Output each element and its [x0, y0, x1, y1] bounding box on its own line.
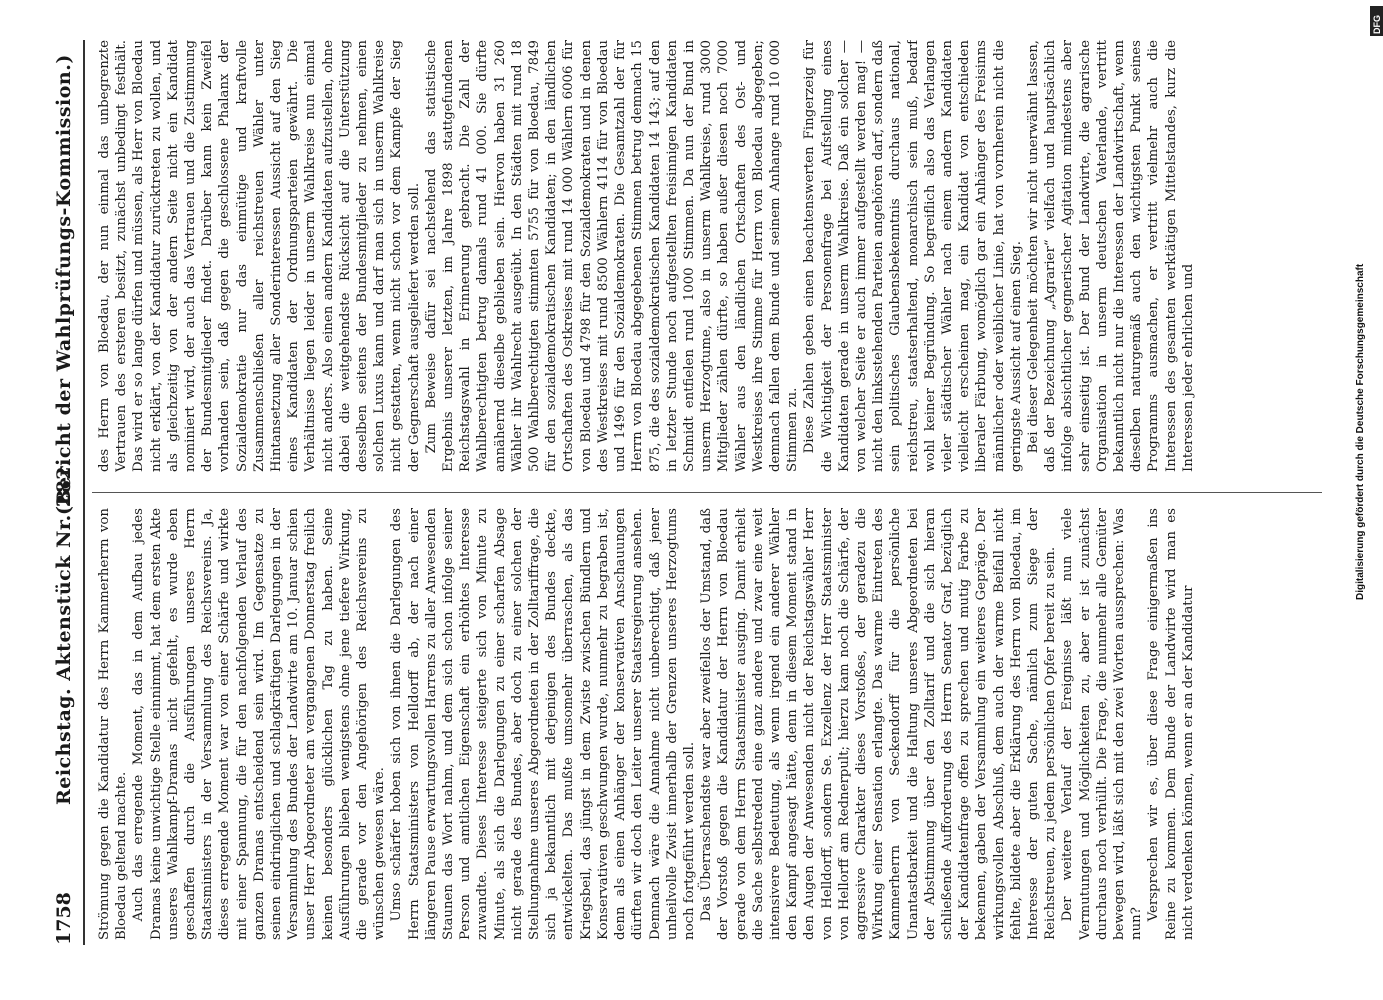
credit-text: Digitalisierung gefördert durch die Deutsche Forschungsgemeinschaft — [1355, 263, 1366, 600]
paragraph: Versprechen wir es, über diese Frage einigermaßen ins Reine zu kommen. Dem Bunde der Landwirte wird man es nicht verdenken können, wenn er an der Kandidatur — [1146, 508, 1196, 940]
left-column — [96, 508, 1326, 940]
paragraph: Diese Zahlen geben einen beachtenswerten Fingerzeig für die Wichtigkeit der Personenfrage bei Aufstellung eines Kandidaten gerade in unserm Wahlkreise. Daß ein solcher — von welcher Seite er auch immer aufgestellt werden mag! — nicht den linksstehenden Parteien angehören darf, sondern daß sein politisches Glaubensbekenntnis durchaus national, reichstreu, staatserhaltend, monarchisch sein muß, bedarf wohl keiner Begründung. So begreiflich also das Verlangen vieler städtischer Wähler nach einem andern Kandidaten vielleicht erscheinen mag, ein Kandidat von entschieden liberaler Färbung, womöglich gar ein Anhänger des Freisinns männlicher oder weiblicher Linie, hat von vornherein nicht die geringste Aussicht auf einen Sieg. — [802, 40, 1024, 472]
paragraph: Umso schärfer hoben sich von ihnen die Darlegungen des Herrn Staatsministers von Helldorff ab, der nach einer längeren Pause erwartungsvollen Harrens zu aller Anwesenden Staunen das Wort nahm, und dem sich schon infolge seiner Person und amtlichen Eigenschaft ein erhöhtes Interesse zuwandte. Dieses Interesse steigerte sich von Minute zu Minute, als sich die Darlegungen zu einer scharfen Absage nicht gerade des Bundes, aber doch zu einer solchen der Stellungnahme unseres Abgeordneten in der Zolltariffrage, die sich ja bekanntlich mit derjenigen des Bundes deckte, entwickelten. Das mußte umsomehr überraschen, als das Kriegsbeil, das jüngst in dem Zwiste zwischen Bündlern und Konservativen geschwungen wurde, nunmehr zu begraben ist, denn als einen Anhänger der konservativen Anschauungen dürften wir doch den Leiter unserer Staatsregierung ansehen. Demnach wäre die Annahme nicht unberechtigt, daß jener unheilvolle Zwist innerhalb der Grenzen unseres Herzogtums noch fortgeführt werden soll. — [389, 508, 697, 940]
paragraph: Das Überraschendste war aber zweifellos der Umstand, daß der Vorstoß gegen die Kandidatur der Herrn von Bloedau gerade von dem Herrn Staatsminister ausging. Damit erhielt die Sache selbstredend eine ganz andere und zwar eine weit intensivere Bedeutung, als wenn irgend ein anderer Wähler den Kampf angesagt hätte, denn in diesem Moment stand in den Augen der Anwesenden nicht der Reichstagswähler Herr von Helldorff, sondern Se. Exzellenz der Herr Staatsminister von Hellorff am Rednerpult; hierzu kam noch die Schärfe, der aggressive Charakter dieses Vorstoßes, der geradezu die Wirkung einer Sensation erlangte. Das warme Eintreten des Kammerherrn von Seckendorff für die persönliche Unantastbarkeit und die Haltung unseres Abgeordneten bei der Abstimmung über den Zolltarif und die sich hieran schließende Aufforderung des Herrn Senator Graf, bezüglich der Kandidatenfrage offen zu sprechen und mutig Farbe zu bekennen, gaben der Versammlung ein weiteres Gepräge. Der wirkungsvollen Abschluß, dem auch der warme Beifall nicht fehlte, bildete aber die Erklärung des Herrn von Bloedau, im Interesse der guten Sache, nämlich zum Siege der Reichstreuen, zu jedem persönlichen Opfer bereit zu sein. — [699, 508, 1059, 940]
page-header — [45, 40, 85, 945]
column-separator — [92, 492, 1322, 493]
page-subtitle: (Bericht der Wahlprüfungs-Kommission.) — [53, 54, 75, 515]
header-rule — [83, 40, 85, 945]
dfg-logo — [1370, 6, 1383, 36]
paragraph: Der weitere Verlauf der Ereignisse läßt nun viele Vermutungen und Möglichkeiten zu, aber er ist zunächst durchaus noch verhüllt. Die Frage, die nunmehr alle Gemüter bewegen wird, läßt sich mit den zwei Worten aussprechen: Was nun? — [1060, 508, 1145, 940]
page-number: 1758 — [53, 892, 75, 945]
right-column — [96, 40, 1326, 472]
paragraph: Auch das erregende Moment, das in dem Aufbau jedes Dramas keine unwichtige Stelle einnimmt, hat dem ersten Akte unseres Wahlkampf-Dramas nicht gefehlt, es wurde eben geschaffen durch die Ausführungen unseres Herrn Staatsministers in der Versammlung des Reichsvereins. Ja, dieses erregende Moment war von einer Schärfe und wirkte mit einer Spannung, die für den nachfolgenden Verlauf des ganzen Dramas entscheidend sein wird. Im Gegensatze zu seinen eindringlichen und schlagkräftigen Darlegungen in der Versammlung des Bundes der Landwirte am 10. Januar schien unser Herr Abgeordneter am vergangenen Donnerstag freilich keinen besonders glücklichen Tag zu haben. Seine Ausführungen blieben wenigstens ohne jene tiefere Wirkung, die gerade vor den Angehörigen des Reichsvereins zu wünschen gewesen wäre. — [131, 508, 388, 940]
paragraph: Strömung gegen die Kandidatur des Herrn Kammerherrn von Bloedau geltend machte. — [97, 508, 130, 940]
paragraph: des Herrn von Bloedau, der nun einmal das unbegrenzte Vertrauen des ersteren besitzt, zunächst unbedingt festhält. Das wird er so lange dürfen und müssen, als Herr von Bloedau nicht erklärt, von der Kandidatur zurücktreten zu wollen, und als gleichzeitig von der andern Seite nicht ein Kandidat nominiert wird, der auch das Vertrauen und die Zustimmung der Bundesmitglieder findet. Darüber kann kein Zweifel vorhanden sein, daß gegen die geschlossene Phalanx der Sozialdemokratie nur das einmütige und kraftvolle Zusammenschließen aller reichstreuen Wähler unter Hintansetzung aller Sonderinteressen Aussicht auf den Sieg eines Kandidaten der Ordnungsparteien gewährt. Die Verhältnisse liegen leider in unserm Wahlkreise nun einmal nicht anders. Also einen andern Kandidaten aufzustellen, ohne dabei die weitgehendste Rücksicht auf die Unterstützung desselben seitens der Bundesmitglieder zu nehmen, einen solchen Luxus kann und darf man sich in unserm Wahlkreise nicht gestatten, wenn nicht schon vor dem Kampfe der Sieg der Gegnerschaft ausgeliefert werden soll. — [97, 40, 422, 472]
page-title: Reichstag. Aktenstück Nr. 282. — [53, 458, 75, 805]
digitization-credit — [1353, 40, 1371, 600]
paragraph: Zum Beweise dafür sei nachstehend das statistische Ergebnis unserer letzten, im Jahre 1898 stattgefundenen Reichstagswahl in Erinnerung gebracht. Die Zahl der Wahlberechtigten betrug damals rund 41 000. Sie dürfte annähernd dieselbe geblieben sein. Hiervon haben 31 260 Wähler ihr Wahlrecht ausgeübt. In den Städten mit rund 18 500 Wahlberechtigten stimmten 5755 für von Bloedau, 7849 für den sozialdemokratischen Kandidaten; in den ländlichen Ortschaften des Ostkreises mit rund 14 000 Wählern 6006 für von Bloedau und 4798 für den Sozialdemokraten und in denen des Westkreises mit rund 8500 Wählern 4114 für von Bloedau und 1496 für den Sozialdemokraten. Die Gesamtzahl der für Herrn von Bloedau abgegebenen Stimmen betrug demnach 15 875, die des sozialdemokratischen Kandidaten 14 143; auf den in letzter Stunde noch aufgestellten freisinnigen Kandidaten Schmidt entfielen rund 1000 Stimmen. Da nun der Bund in unserm Herzogtume, also in unserm Wahlkreise, rund 3000 Mitglieder zählen dürfte, so haben außer diesen noch 7000 Wähler aus den ländlichen Ortschaften des Ost- und Westkreises ihre Stimme für Herrn von Bloedau abgegeben; demnach fallen dem Bunde und seinem Anhange rund 10 000 Stimmen zu. — [423, 40, 801, 472]
paragraph: Bei dieser Gelegenheit möchten wir nicht unerwähnt lassen, daß der Bezeichnung „Agrarier“ vielfach und hauptsächlich infolge absichtlicher gegnerischer Agitation mindestens aber sehr einseitig ist. Der Bund der Landwirte, die agrarische Organisation in unserm deutschen Vaterlande, vertritt bekanntlich nicht nur die Interessen der Landwirtschaft, wenn dieselben naturgemäß auch den wichtigsten Punkt seines Programms ausmachen, er vertritt vielmehr auch die Interessen des gesamten werktätigen Mittelstandes, kurz die Interessen jeder ehrlichen und — [1025, 40, 1196, 472]
dfg-logo-text: DFG — [1372, 15, 1382, 34]
